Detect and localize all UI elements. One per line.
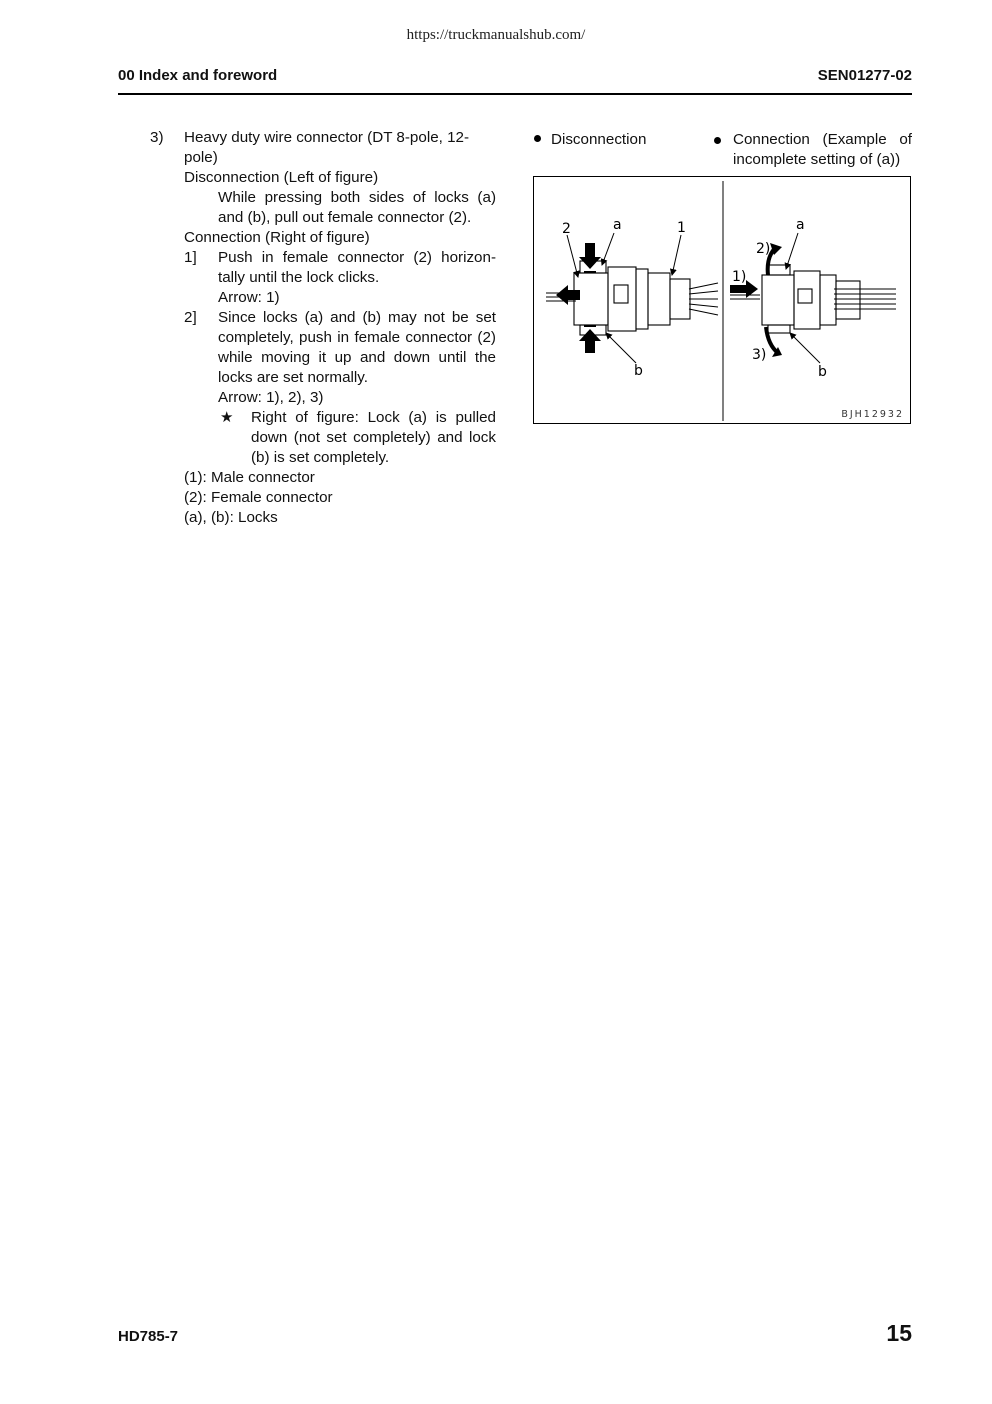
caption-connection — [714, 130, 912, 170]
item-heading — [150, 128, 496, 168]
label-male-connector: 1 — [677, 220, 686, 236]
press-down-arrow-icon — [579, 243, 601, 269]
step-2 — [150, 308, 496, 388]
legend-key-3: (a), (b): — [184, 509, 234, 526]
step-1-number: 1] — [184, 249, 197, 266]
step-1-arrow: Arrow: 1) — [218, 289, 280, 306]
note — [150, 408, 496, 468]
legend-item-3 — [150, 508, 496, 528]
connector-diagram — [534, 177, 912, 425]
label-lock-a: a — [613, 217, 622, 233]
legend-value-3: Locks — [238, 509, 278, 526]
label-lock-b: b — [634, 363, 643, 379]
label-right-lock-b: b — [818, 364, 827, 380]
male-connector-icon — [636, 269, 690, 329]
bullet-icon — [714, 137, 721, 144]
page-number: 15 — [886, 1320, 912, 1346]
legend-item-1 — [150, 468, 496, 488]
caption-disconnection-text: Disconnection — [551, 131, 647, 148]
connection-leaders — [786, 233, 820, 363]
legend-value-1: Male connector — [211, 469, 315, 486]
step-2-number: 2] — [184, 309, 197, 326]
move-down-arrow-icon — [766, 327, 778, 353]
connection-female-connector-icon — [762, 265, 820, 333]
press-up-arrow-icon — [579, 329, 601, 353]
section-title: 00 Index and foreword — [118, 67, 278, 84]
label-arrow-1: 1) — [732, 269, 747, 285]
connection-label: Connection (Right of figure) — [184, 229, 370, 246]
bullet-icon — [534, 135, 541, 142]
connector-figure — [533, 176, 911, 424]
legend-key-1: (1): — [184, 469, 207, 486]
legend-value-2: Female connector — [211, 489, 333, 506]
step-1-text: Push in female connector (2) horizon-tally until the lock clicks. — [218, 249, 496, 286]
connection-male-connector-icon — [820, 275, 860, 325]
connection-drawing — [730, 265, 896, 333]
legend-item-2 — [150, 488, 496, 508]
header-rule — [118, 93, 912, 95]
label-right-lock-a: a — [796, 217, 805, 233]
item-title: Heavy duty wire connector (DT 8-pole, 12-pole) — [184, 129, 470, 166]
female-connector-icon — [574, 261, 636, 335]
step-2-text: Since locks (a) and (b) may not be set completely, push in female connector (2) while moving it up and down until the locks are set normally. — [218, 309, 496, 386]
connection-arrows — [730, 243, 782, 357]
disconnection-arrows — [556, 243, 601, 353]
caption-disconnection — [534, 130, 646, 150]
document-code: SEN01277-02 — [817, 67, 912, 84]
label-female-connector: 2 — [562, 221, 571, 237]
caption-connection-text: Connection (Example of incomplete setting of (a)) — [733, 131, 912, 168]
disconnection-text: While pressing both sides of locks (a) and (b), pull out female connector (2). — [218, 189, 496, 226]
label-arrow-2: 2) — [756, 241, 771, 257]
legend-key-2: (2): — [184, 489, 207, 506]
right-wires-icon — [730, 289, 896, 309]
step-2-arrow: Arrow: 1), 2), 3) — [218, 389, 324, 406]
label-arrow-3: 3) — [752, 347, 767, 363]
source-url[interactable]: https://truckmanualshub.com/ — [406, 27, 586, 43]
item-number: 3) — [150, 129, 164, 146]
instruction-text — [150, 128, 496, 528]
pull-out-arrow-icon — [556, 285, 580, 305]
disconnection-label: Disconnection (Left of figure) — [184, 169, 379, 186]
disconnection-leaders — [567, 233, 681, 363]
figure-code: BJH12932 — [841, 409, 904, 420]
star-icon: ★ — [220, 409, 234, 426]
model-name: HD785-7 — [118, 1328, 179, 1345]
step-1 — [150, 248, 496, 288]
note-text: Right of figure: Lock (a) is pulled down (not set completely) and lock (b) is set completely. — [251, 409, 496, 466]
